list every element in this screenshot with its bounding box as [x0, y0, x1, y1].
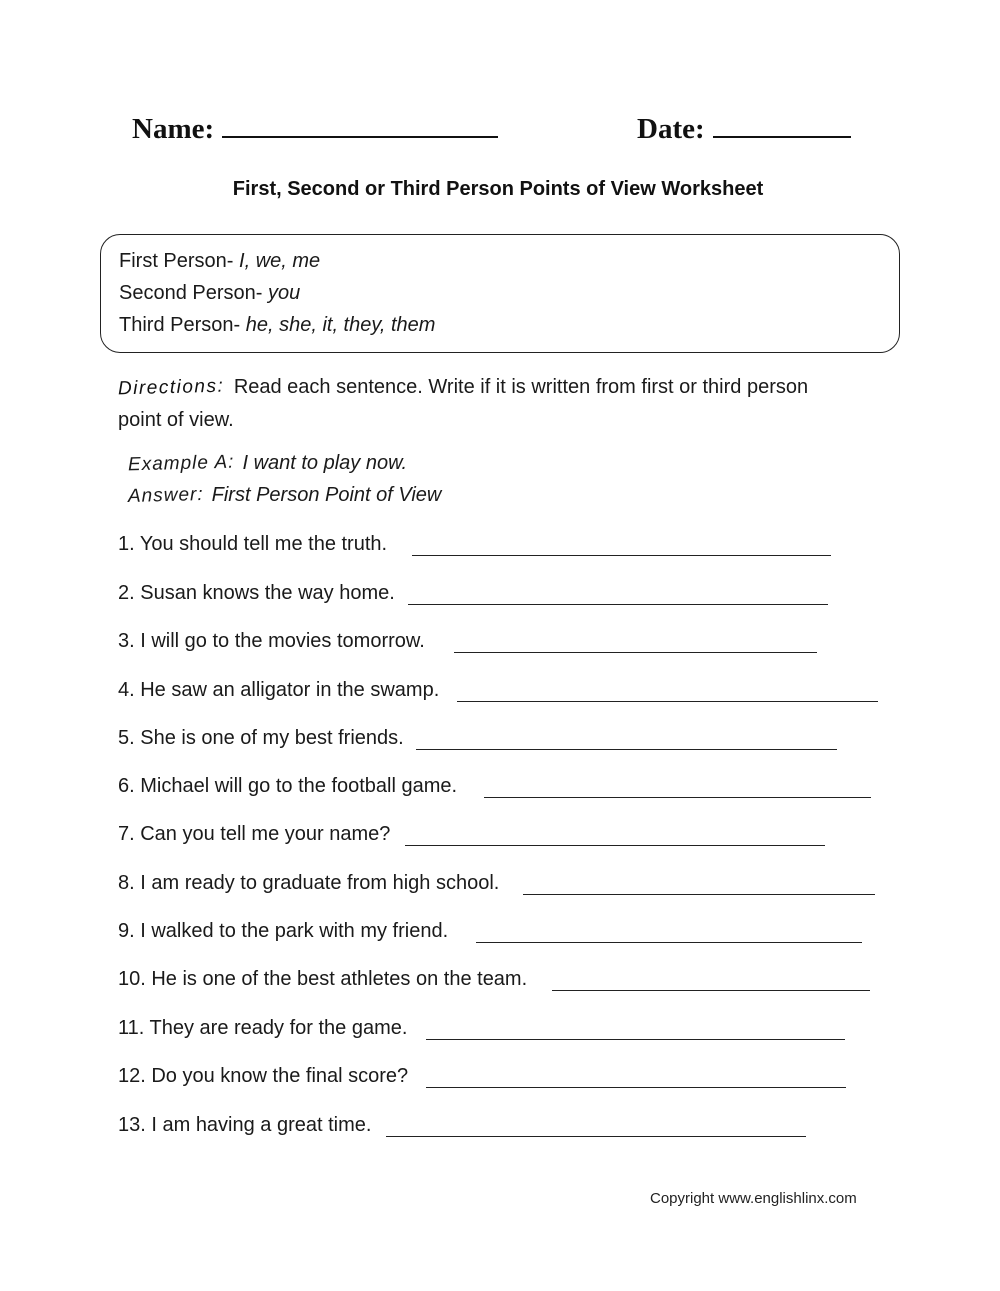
- question-8: 8. I am ready to graduate from high school.: [118, 872, 500, 894]
- second-person-words: you: [267, 282, 301, 304]
- answer-label: Answer:: [127, 484, 204, 507]
- answer-line-4[interactable]: [457, 701, 878, 702]
- answer-line-3[interactable]: [454, 652, 817, 653]
- question-5: 5. She is one of my best friends.: [118, 727, 404, 749]
- answer-line-13[interactable]: [386, 1136, 806, 1137]
- answer-line-7[interactable]: [405, 845, 825, 846]
- name-field[interactable]: [132, 113, 498, 146]
- example-row: [128, 452, 407, 475]
- example-answer-row: [128, 484, 441, 507]
- question-1: 1. You should tell me the truth.: [118, 533, 388, 555]
- question-10: 10. He is one of the best athletes on the team.: [118, 968, 528, 990]
- answer-line-11[interactable]: [426, 1039, 845, 1040]
- name-label: Name:: [132, 113, 215, 145]
- answer-line-6[interactable]: [484, 797, 871, 798]
- question-3: 3. I will go to the movies tomorrow.: [118, 630, 425, 652]
- name-blank-line[interactable]: [222, 135, 498, 138]
- question-7: 7. Can you tell me your name?: [118, 823, 391, 845]
- worksheet-title: First, Second or Third Person Points of View Worksheet: [232, 178, 764, 200]
- directions: [118, 371, 838, 436]
- directions-text: Read each sentence. Write if it is written from first or third person point of view.: [118, 376, 809, 431]
- third-person-words: he, she, it, they, them: [245, 314, 436, 336]
- example-sentence: I want to play now.: [242, 452, 407, 474]
- question-4: 4. He saw an alligator in the swamp.: [118, 679, 440, 701]
- third-person-label: Third Person-: [119, 314, 246, 336]
- question-11: 11. They are ready for the game.: [118, 1017, 408, 1039]
- second-person-row: [119, 282, 300, 305]
- answer-line-2[interactable]: [408, 604, 828, 605]
- answer-line-12[interactable]: [426, 1087, 846, 1088]
- date-blank-line[interactable]: [713, 135, 851, 138]
- answer-line-9[interactable]: [476, 942, 862, 943]
- question-9: 9. I walked to the park with my friend.: [118, 920, 449, 942]
- question-2: 2. Susan knows the way home.: [118, 582, 395, 604]
- date-label: Date:: [637, 113, 705, 145]
- example-label: Example A:: [127, 451, 235, 476]
- directions-label: Directions:: [117, 375, 225, 400]
- question-12: 12. Do you know the final score?: [118, 1065, 409, 1087]
- question-13: 13. I am having a great time.: [118, 1114, 372, 1136]
- answer-line-8[interactable]: [523, 894, 875, 895]
- first-person-label: First Person-: [119, 250, 240, 272]
- answer-line-10[interactable]: [552, 990, 870, 991]
- copyright-notice: Copyright www.englishlinx.com: [650, 1190, 857, 1207]
- question-6: 6. Michael will go to the football game.: [118, 775, 458, 797]
- answer-line-1[interactable]: [412, 555, 831, 556]
- point-of-view-reference-box: [100, 234, 900, 353]
- date-field[interactable]: [637, 113, 851, 146]
- third-person-row: [119, 314, 435, 337]
- answer-line-5[interactable]: [416, 749, 837, 750]
- example-answer: First Person Point of View: [211, 484, 442, 506]
- first-person-words: I, we, me: [239, 250, 321, 272]
- second-person-label: Second Person-: [119, 282, 268, 304]
- first-person-row: [119, 250, 320, 273]
